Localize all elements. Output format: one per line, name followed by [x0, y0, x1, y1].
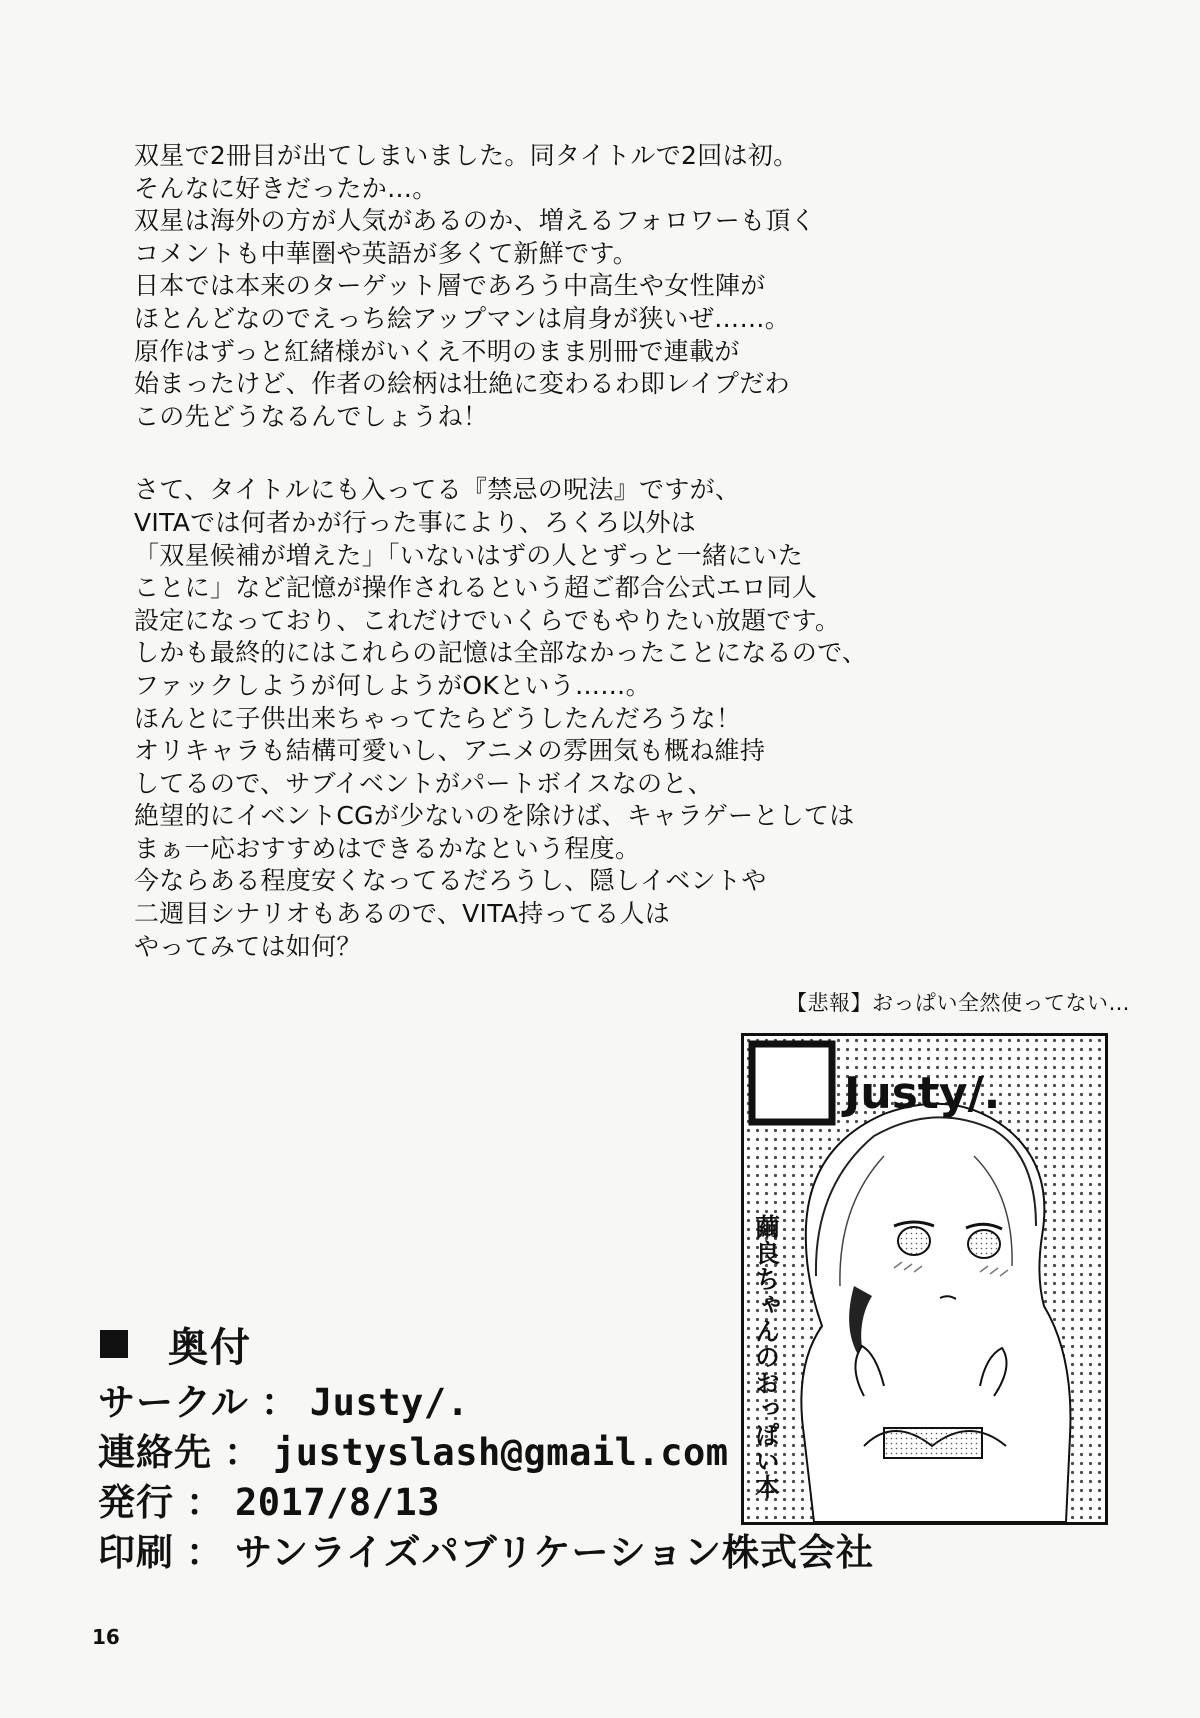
text-line: 双星で2冊目が出てしまいました。同タイトルで2回は初。 [134, 141, 799, 170]
colophon-label: 印刷 [98, 1531, 174, 1574]
colophon-label: サークル [98, 1381, 249, 1424]
text-line: VITAでは何者かが行った事により、ろくろ以外は [134, 507, 697, 537]
text-line: さて、タイトルにも入ってる『禁忌の呪法』ですが、 [134, 475, 741, 505]
text-line: 日本では本来のターゲット層であろう中高生や女性陣が [134, 271, 766, 301]
text-line: ことに」など記憶が操作されるという超ご都合公式エロ同人 [134, 573, 818, 603]
text-line: してるので、サブイベントがパートボイスなのと、 [134, 768, 713, 798]
text-line: 二週目シナリオもあるので、VITA持ってる人は [134, 899, 671, 929]
colophon-row-printer [98, 1522, 998, 1572]
colophon-value: justyslash@gmail.com [273, 1431, 729, 1474]
square-bullet-icon [100, 1330, 128, 1358]
colophon-separator: ： [224, 1431, 261, 1474]
text-line: 始まったけど、作者の絵柄は壮絶に変わるわ即レイプだわ [134, 369, 790, 399]
text-line: まぁ一応おすすめはできるかなという程度。 [134, 833, 641, 863]
text-line: 双星は海外の方が人気があるのか、増えるフォロワーも頂く [134, 206, 816, 236]
promo-caption: 【悲報】おっぱい全然使ってない… [786, 991, 1130, 1015]
text-line: 絶望的にイベントCGが少ないのを除けば、キャラゲーとしては [134, 801, 855, 831]
colophon-label: 発行 [98, 1481, 174, 1524]
text-line: そんなに好きだったか…。 [134, 173, 438, 203]
colophon-title: 奥付 [168, 1324, 252, 1371]
colophon-value: サンライズパブリケーション株式会社 [235, 1531, 874, 1574]
colophon-value: Justy/. [309, 1381, 470, 1424]
afterword-paragraph-2 [134, 474, 1034, 963]
text-line: ほとんどなのでえっち絵アップマンは肩身が狭いぜ……。 [134, 303, 791, 333]
text-line: しかも最終的にはこれらの記憶は全部なかったことになるので、 [134, 638, 868, 668]
text-line: ファックしようが何しようがOKという……。 [134, 670, 651, 700]
colophon-separator: ： [186, 1481, 223, 1524]
text-line: 今ならある程度安くなってるだろうし、隠しイベントや [134, 866, 767, 896]
colophon-row-published [98, 1472, 998, 1522]
cover-vertical-title: 繭良ちゃんのおっぱい本 [751, 1214, 781, 1500]
colophon-value: 2017/8/13 [235, 1481, 440, 1524]
text-line: 原作はずっと紅緒様がいくえ不明のまま別冊で連載が [134, 336, 740, 366]
text-line: 設定になっており、これだけでいくらでもやりたい放題です。 [134, 605, 841, 635]
text-line: コメントも中華圏や英語が多くて新鮮です。 [134, 238, 639, 268]
text-line: ほんとに子供出来ちゃってたらどうしたんだろうな！ [134, 703, 742, 733]
colophon [98, 1316, 998, 1572]
cover-logo: Justy/. [844, 1068, 1001, 1119]
colophon-separator: ： [186, 1531, 223, 1574]
colophon-separator: ： [260, 1381, 298, 1424]
text-line: オリキャラも結構可愛いし、アニメの雰囲気も概ね維持 [134, 736, 766, 766]
afterword-text [134, 140, 1034, 1004]
colophon-row-contact [98, 1422, 998, 1472]
text-line: この先どうなるんでしょうね！ [134, 401, 489, 431]
colophon-row-circle [98, 1372, 998, 1422]
text-line: やってみては如何？ [134, 931, 362, 961]
afterword-paragraph-1 [134, 140, 1034, 433]
colophon-label: 連絡先 [98, 1431, 212, 1474]
text-line: 「双星候補が増えた」「いないはずの人とずっと一緒にいた [134, 540, 804, 570]
page-number: 16 [92, 1625, 120, 1649]
colophon-heading [98, 1316, 998, 1372]
